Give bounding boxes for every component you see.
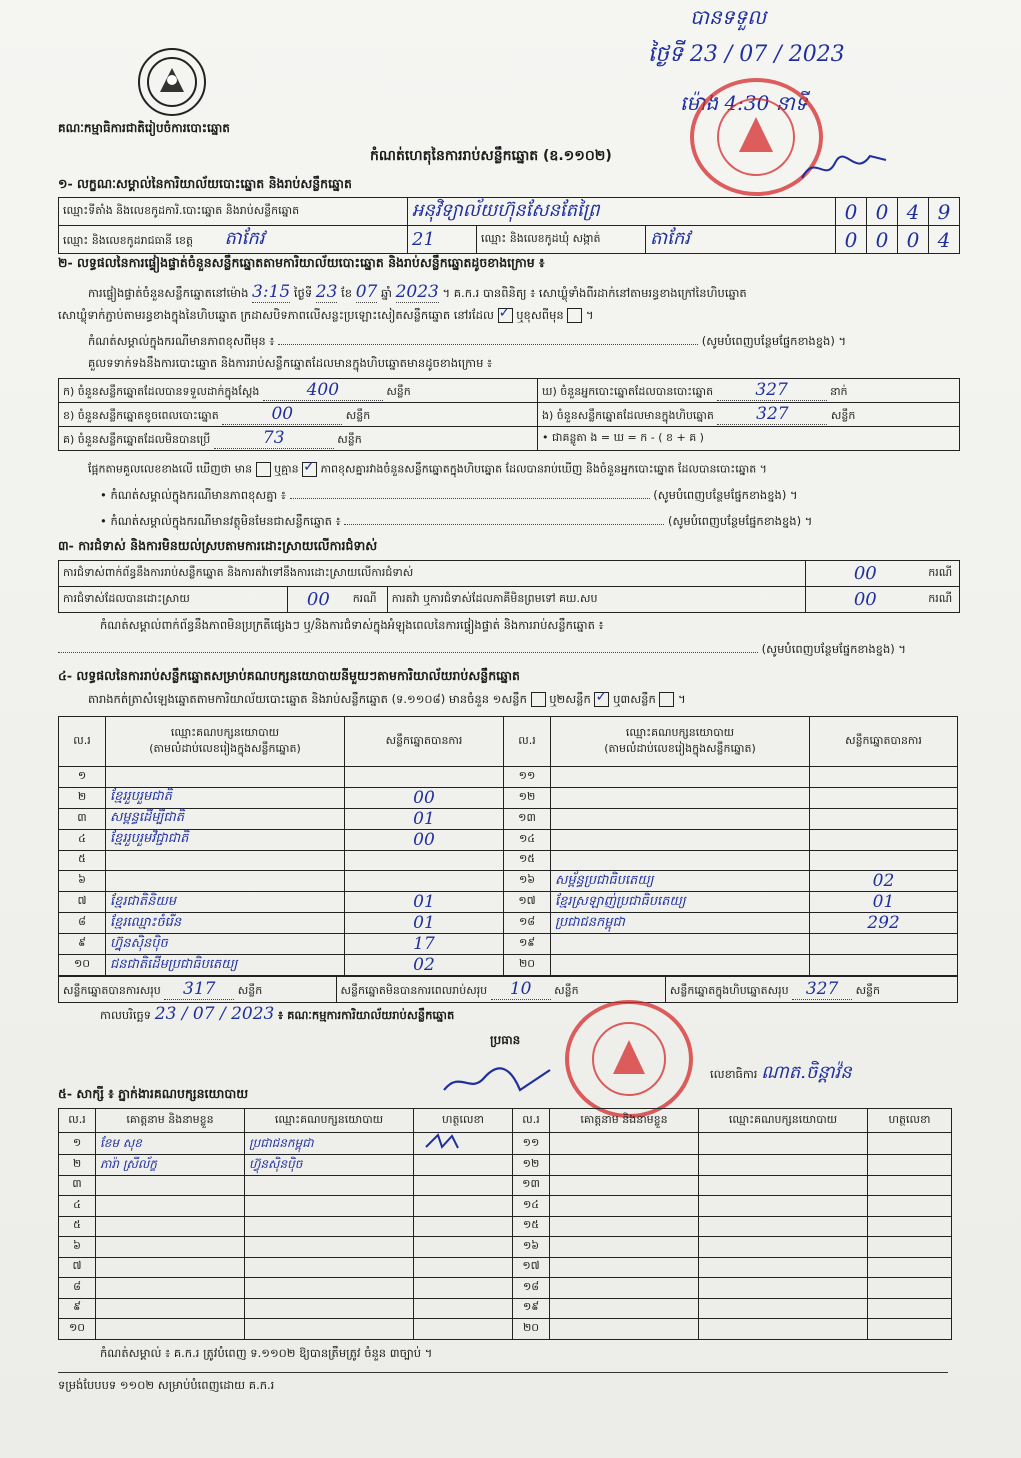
witness-party bbox=[245, 1237, 414, 1258]
diff-checkbox[interactable] bbox=[567, 308, 582, 323]
result-party bbox=[106, 871, 345, 892]
irregularity-field bbox=[58, 642, 906, 659]
witness-party bbox=[699, 1257, 868, 1278]
witness-no: ៨ bbox=[59, 1278, 96, 1299]
witness-no: ៧ bbox=[59, 1257, 96, 1278]
witness-signature bbox=[414, 1216, 513, 1237]
witness-party bbox=[245, 1319, 414, 1340]
closing-line bbox=[100, 1004, 454, 1025]
witness-name bbox=[96, 1298, 245, 1319]
irregularity-note: កំណត់សម្គាល់ពាក់ព័ន្ធនឹងភាពមិនប្រក្រតីផ្សេងៗ ឬ/និងការជំទាស់ក្នុងអំឡុងពេលនៃការផ្ទៀងផ្ទាត់ និងការរាប់សន្លឹកឆ្នោត ៖ bbox=[100, 618, 604, 632]
received-note: បានទទួល bbox=[690, 5, 767, 29]
count-formula: • ជាគន្លូតា ង = ឃ = ក - ( ខ + គ ) bbox=[538, 427, 960, 451]
witness-signature-mark bbox=[418, 1133, 498, 1151]
bullet1-label: • កំណត់សម្គាល់ក្នុងករណីមានភាពខុសគ្នា ៖ bbox=[100, 488, 286, 502]
result-votes bbox=[345, 767, 504, 788]
witness-name bbox=[96, 1257, 245, 1278]
commune-value: តាកែវ bbox=[646, 226, 836, 254]
form-title: កំណត់ហេតុនៃការរាប់សន្លឹកឆ្នោត (ឧ.១១០២) bbox=[370, 148, 612, 164]
result-no: ១៩ bbox=[504, 934, 551, 955]
witness-signature bbox=[414, 1257, 513, 1278]
site-code-3: 4 bbox=[898, 198, 929, 226]
witness-name bbox=[550, 1133, 699, 1155]
result-party bbox=[551, 767, 810, 788]
witness-no: ១៣ bbox=[513, 1175, 550, 1196]
sheet-count-line: តារាងកត់ត្រាសំឡេងឆ្នោតតាមការិយាល័យបោះឆ្នោត និងរាប់សន្លឹកឆ្នោត (ទ.១១០៨) មានចំនួន ១សន្លឹក ឬ២សន្លឹក ✓ ឬ៣សន្លឹក ។ bbox=[88, 692, 686, 709]
result-votes bbox=[810, 829, 958, 850]
objection-label: ការជំទាស់ពាក់ព័ន្ធនឹងការរាប់សន្លឹកឆ្នោត និងការតវ៉ាទៅនឹងការដោះស្រាយលើការជំទាស់ bbox=[59, 561, 806, 587]
witness-signature bbox=[868, 1298, 952, 1319]
result-no: ១៥ bbox=[504, 850, 551, 871]
witness-party bbox=[245, 1278, 414, 1299]
appeal-label: ការតវ៉ា ឬការជំទាស់ដែលភាគីមិនព្រមទៅ គឃ.សប bbox=[387, 587, 806, 613]
witness-no: ១០ bbox=[59, 1319, 96, 1340]
chair-label: ប្រធាន bbox=[490, 1033, 521, 1047]
site-code-1: 0 bbox=[836, 198, 867, 226]
section3-title: ៣- ការជំទាស់ និងការមិនយល់ស្របតាមការដោះស្រាយលើការជំទាស់ bbox=[58, 538, 378, 553]
bullet1-field[interactable] bbox=[290, 498, 650, 499]
witness-party bbox=[699, 1278, 868, 1299]
appeal-value: 00 bbox=[806, 587, 925, 613]
witness-party bbox=[699, 1133, 868, 1155]
w-col-party-right: ឈ្មោះគណបក្សនយោបាយ bbox=[699, 1109, 868, 1133]
commune-code-2: 0 bbox=[867, 226, 898, 254]
result-votes bbox=[345, 850, 504, 871]
closing-committee: ៖ គណៈកម្មការការិយាល័យរាប់សន្លឹកឆ្នោត bbox=[278, 1008, 455, 1022]
lock-text: សោឃ្លុំទាក់ភ្ជាប់តាមរន្ធខាងក្នុងនៃហិបឆ្នោត ក្រដាសបិទភាពលើសន្លះប្រឡោះសៀតសន្លឹកឆ្នោត នៅរដែល bbox=[58, 308, 494, 322]
witness-party bbox=[699, 1175, 868, 1196]
verify-time: 3:15 bbox=[252, 282, 291, 302]
result-votes bbox=[810, 808, 958, 829]
discrepancy-line bbox=[88, 462, 767, 479]
witness-signature bbox=[868, 1319, 952, 1340]
col-party-right: ឈ្មោះគណបក្សនយោបាយ (តាមលំដាប់លេខរៀងក្នុងសន្លឹកឆ្នោត) bbox=[551, 717, 810, 767]
result-votes: 292 bbox=[810, 913, 958, 934]
witness-name: ខែម សុខ bbox=[96, 1133, 245, 1155]
witness-party bbox=[245, 1216, 414, 1237]
result-no: ៦ bbox=[59, 871, 106, 892]
witness-party bbox=[699, 1237, 868, 1258]
witness-row bbox=[59, 1298, 952, 1319]
witness-signature bbox=[414, 1175, 513, 1196]
witness-name bbox=[96, 1196, 245, 1217]
witness-party bbox=[699, 1298, 868, 1319]
witness-party bbox=[699, 1216, 868, 1237]
result-votes: 00 bbox=[345, 787, 504, 808]
site-code-4: 9 bbox=[929, 198, 960, 226]
result-party: ហ្វ៊ុនស៊ិនប៉ិច bbox=[106, 934, 345, 955]
witness-no: ១៨ bbox=[513, 1278, 550, 1299]
year-label: ឆ្នាំ bbox=[380, 286, 392, 300]
bullet2-label: • កំណត់សម្គាល់ក្នុងករណីមានវត្ថុមិនមែនជាសន្លឹកឆ្នោត ៖ bbox=[100, 514, 341, 528]
witness-name bbox=[550, 1278, 699, 1299]
results-row bbox=[59, 787, 958, 808]
results-table bbox=[58, 716, 958, 976]
bullet2-fill: (សូមបំពេញបន្ថែមផ្នែកខាងខ្នង) ។ bbox=[667, 514, 813, 528]
result-party: ជនជាតិដើមប្រជាធិបតេយ្យ bbox=[106, 955, 345, 976]
witness-signature bbox=[414, 1155, 513, 1176]
result-party: ខ្មែរឈ្មោះចំរើន bbox=[106, 913, 345, 934]
col-no-right: ល.រ bbox=[504, 717, 551, 767]
two-sheet-label: ឬ២សន្លឹក bbox=[549, 692, 591, 706]
province-value: តាកែវ bbox=[224, 228, 265, 249]
witness-row bbox=[59, 1278, 952, 1299]
results-row bbox=[59, 767, 958, 788]
verify-year: 2023 bbox=[395, 282, 439, 302]
province-cell bbox=[59, 226, 408, 254]
col-no-left: ល.រ bbox=[59, 717, 106, 767]
result-votes: 01 bbox=[345, 808, 504, 829]
results-row bbox=[59, 850, 958, 871]
objection-value: 00 bbox=[806, 561, 925, 587]
three-sheet-checkbox[interactable] bbox=[659, 692, 674, 707]
result-party: សម្ព័ន្ធប្រជាធិបតេយ្យ bbox=[551, 871, 810, 892]
w-col-sign-left: ហត្ថលេខា bbox=[414, 1109, 513, 1133]
witness-name bbox=[550, 1319, 699, 1340]
witness-name bbox=[550, 1216, 699, 1237]
witness-row bbox=[59, 1237, 952, 1258]
one-sheet-checkbox[interactable] bbox=[531, 692, 546, 707]
witness-signature bbox=[414, 1237, 513, 1258]
site-label: ឈ្មោះទីតាំង និងលេខកូដការិ.បោះឆ្នោត និងរាប់សន្លឹកឆ្នោត bbox=[59, 198, 408, 226]
witness-no: ១៥ bbox=[513, 1216, 550, 1237]
witness-no: ៩ bbox=[59, 1298, 96, 1319]
result-votes: 01 bbox=[345, 892, 504, 913]
no-diff-checkbox[interactable] bbox=[302, 462, 317, 477]
col-votes-right: សន្លឹកឆ្នោតបានការ bbox=[810, 717, 958, 767]
bullet1-fill: (សូមបំពេញបន្ថែមផ្នែកខាងខ្នង) ។ bbox=[653, 488, 798, 502]
result-party bbox=[551, 829, 810, 850]
witness-name bbox=[550, 1196, 699, 1217]
verify-rest: ។ គ.ក.រ បានពិនិត្យ ៖ សោឃ្លុំទាំងពីរដាក់នៅតាមរន្ធខាងក្រៅនៃហិបឆ្នោត bbox=[442, 286, 747, 300]
w-col-name-right: គោត្តនាម និងនាមខ្លួន bbox=[550, 1109, 699, 1133]
result-votes bbox=[810, 787, 958, 808]
witness-party: ប្រជាជនកម្ពុជា bbox=[245, 1133, 414, 1155]
sheet-count-label: តារាងកត់ត្រាសំឡេងឆ្នោតតាមការិយាល័យបោះឆ្នោត និងរាប់សន្លឹកឆ្នោត (ទ.១១០៨) មានចំនួន ១សន្លឹក bbox=[88, 692, 527, 706]
province-label: ឈ្មោះ និងលេខកូដរាជធានី ខេត្ត bbox=[63, 234, 193, 247]
witness-table bbox=[58, 1108, 952, 1340]
result-votes: 02 bbox=[345, 955, 504, 976]
witness-signature bbox=[414, 1319, 513, 1340]
witness-party bbox=[245, 1298, 414, 1319]
result-party: ខ្មែរស្រឡាញ់ប្រជាធិបតេយ្យ bbox=[551, 892, 810, 913]
section1-title: ១- លក្ខណៈសម្គាល់នៃការិយាល័យបោះឆ្នោត និងរាប់សន្លឹកឆ្នោត bbox=[58, 176, 352, 191]
counts-table bbox=[58, 378, 960, 451]
bullet-note-2 bbox=[100, 514, 812, 531]
witness-row bbox=[59, 1155, 952, 1176]
witness-no: ១៦ bbox=[513, 1237, 550, 1258]
result-votes bbox=[810, 934, 958, 955]
witness-no: ២ bbox=[59, 1155, 96, 1176]
closing-date: 23 / 07 / 2023 bbox=[154, 1004, 275, 1024]
disc-rest: ភាពខុសគ្នារវាងចំនួនសន្លឹកឆ្នោតក្នុងហិបឆ្នោត ដែលបានរាប់ឃើញ និងចំនួនអ្នកបោះឆ្នោត ដែលបានបោះឆ្នោត ។ bbox=[320, 462, 767, 476]
witness-signature bbox=[868, 1237, 952, 1258]
verify-month: 07 bbox=[355, 282, 378, 302]
col-party-left: ឈ្មោះគណបក្សនយោបាយ (តាមលំដាប់លេខរៀងក្នុងសន្លឹកឆ្នោត) bbox=[106, 717, 345, 767]
witness-signature bbox=[868, 1196, 952, 1217]
commune-code-4: 4 bbox=[929, 226, 960, 254]
witness-row bbox=[59, 1319, 952, 1340]
witness-party: ហ៊្វុនស៊ិនប៉ិច bbox=[245, 1155, 414, 1176]
witness-name bbox=[550, 1175, 699, 1196]
resolved-value: 00 bbox=[288, 587, 349, 613]
result-party bbox=[551, 850, 810, 871]
result-no: ១០ bbox=[59, 955, 106, 976]
result-no: ១៧ bbox=[504, 892, 551, 913]
result-party bbox=[106, 850, 345, 871]
w-col-party-left: ឈ្មោះគណបក្សនយោបាយ bbox=[245, 1109, 414, 1133]
w-col-no-right: ល.រ bbox=[513, 1109, 550, 1133]
witness-name bbox=[550, 1155, 699, 1176]
witness-signature bbox=[414, 1278, 513, 1299]
bullet2-field[interactable] bbox=[344, 524, 664, 525]
result-party bbox=[106, 767, 345, 788]
official-stamp-bottom bbox=[565, 1000, 693, 1118]
diff-label: ឬខុសពីមុន bbox=[516, 308, 564, 322]
month-label: ខែ bbox=[341, 286, 353, 300]
witness-name bbox=[96, 1216, 245, 1237]
total-valid: សន្លឹកឆ្នោតបានការសរុប 317 សន្លឹក bbox=[59, 977, 337, 1003]
witness-name bbox=[96, 1319, 245, 1340]
result-no: ១៨ bbox=[504, 913, 551, 934]
result-no: ៧ bbox=[59, 892, 106, 913]
lock-line: សោឃ្លុំទាក់ភ្ជាប់តាមរន្ធខាងក្នុងនៃហិបឆ្នោត ក្រដាសបិទភាពលើសន្លះប្រឡោះសៀតសន្លឹកឆ្នោត នៅរដែល ✓ ឬខុសពីមុន ។ bbox=[58, 308, 594, 325]
secretary-name: ណាត.ចិន្តាវ៉ន bbox=[761, 1062, 852, 1083]
total-box: សន្លឹកឆ្នោតក្នុងហិបឆ្នោតសរុប 327 សន្លឹក bbox=[665, 977, 957, 1003]
result-party: ខ្មែរជាតិនិយម bbox=[106, 892, 345, 913]
footer-rule bbox=[58, 1372, 948, 1373]
witness-no: ៤ bbox=[59, 1196, 96, 1217]
witness-name bbox=[96, 1237, 245, 1258]
emblem-icon bbox=[140, 50, 204, 114]
witness-no: ៥ bbox=[59, 1216, 96, 1237]
top-signature bbox=[800, 148, 890, 188]
secretary-line bbox=[710, 1060, 852, 1087]
witness-no: ៦ bbox=[59, 1237, 96, 1258]
w-col-name-left: គោត្តនាម និងនាមខ្លួន bbox=[96, 1109, 245, 1133]
section5-title: ៥- សាក្សី ៖ ភ្នាក់ងារគណបក្សនយោបាយ bbox=[58, 1086, 249, 1101]
commune-code-1: 0 bbox=[836, 226, 867, 254]
witness-no: ១២ bbox=[513, 1155, 550, 1176]
witness-name bbox=[96, 1175, 245, 1196]
w-col-sign-right: ហត្ថលេខា bbox=[868, 1109, 952, 1133]
witness-no: ១៩ bbox=[513, 1298, 550, 1319]
results-row bbox=[59, 913, 958, 934]
total-invalid: សន្លឹកឆ្នោតមិនបានការពេលរាប់សរុប 10 សន្លឹក bbox=[336, 977, 665, 1003]
result-votes bbox=[810, 850, 958, 871]
witness-name bbox=[550, 1237, 699, 1258]
result-no: ១៤ bbox=[504, 829, 551, 850]
day-label: ថ្ងៃទី bbox=[293, 286, 313, 300]
witness-party bbox=[699, 1155, 868, 1176]
result-votes: 01 bbox=[345, 913, 504, 934]
received-time: ម៉ោង 4:30 នាទី bbox=[680, 91, 808, 115]
witness-signature bbox=[868, 1278, 952, 1299]
diff-note-field[interactable] bbox=[278, 344, 698, 345]
appeal-unit: ករណី bbox=[924, 587, 959, 613]
three-sheet-label: ឬ៣សន្លឹក bbox=[613, 692, 656, 706]
witness-row bbox=[59, 1196, 952, 1217]
count-b: ខ) ចំនួនសន្លឹកឆ្នោតខូចពេលបោះឆ្នោត 00 សន្លឹក bbox=[59, 403, 538, 427]
result-votes bbox=[810, 767, 958, 788]
witness-no: ២០ bbox=[513, 1319, 550, 1340]
witness-signature bbox=[868, 1257, 952, 1278]
verify-day: 23 bbox=[315, 282, 338, 302]
irregularity-fill: (សូមបំពេញបន្ថែមផ្នែកខាងខ្នង) ។ bbox=[761, 642, 906, 656]
count-a: ក) ចំនួនសន្លឹកឆ្នោតដែលបានទទួលដាក់ក្នុងស្តែង 400 សន្លឹក bbox=[59, 379, 538, 403]
counts-intro: គួលទទាក់ទងនឹងការបោះឆ្នោត និងការរាប់សន្លឹកឆ្នោតដែលមានក្នុងហិបឆ្នោតមានដូចខាងក្រោម ៖ bbox=[88, 356, 493, 370]
totals-table bbox=[58, 976, 958, 1003]
witness-no: ៣ bbox=[59, 1175, 96, 1196]
result-no: ៥ bbox=[59, 850, 106, 871]
result-no: ៤ bbox=[59, 829, 106, 850]
result-no: ១២ bbox=[504, 787, 551, 808]
count-d: ឃ) ចំនួនអ្នកបោះឆ្នោតដែលបានបោះឆ្នោត 327 នាក់ bbox=[538, 379, 960, 403]
result-party: ខ្មែររួបរួមជាតិ bbox=[106, 787, 345, 808]
committee-name: គណៈកម្មាធិការជាតិរៀបចំការបោះឆ្នោត bbox=[58, 121, 230, 135]
result-party bbox=[551, 787, 810, 808]
result-no: ២០ bbox=[504, 955, 551, 976]
result-votes: 02 bbox=[810, 871, 958, 892]
footer-text: ទម្រង់បែបបទ ១១០២ សម្រាប់បំពេញដោយ គ.ក.រ bbox=[58, 1378, 275, 1392]
results-row bbox=[59, 808, 958, 829]
results-row bbox=[59, 892, 958, 913]
count-c: គ) ចំនួនសន្លឹកឆ្នោតដែលមិនបានប្រើ 73 សន្លឹក bbox=[59, 427, 538, 451]
result-votes bbox=[810, 955, 958, 976]
same-checkbox[interactable] bbox=[498, 308, 513, 323]
commune-label: ឈ្មោះ និងលេខកូដឃុំ សង្កាត់ bbox=[477, 226, 646, 254]
result-no: ១១ bbox=[504, 767, 551, 788]
result-party bbox=[551, 955, 810, 976]
result-no: ១ bbox=[59, 767, 106, 788]
result-no: ៨ bbox=[59, 913, 106, 934]
results-row bbox=[59, 955, 958, 976]
diff-note-fill: (សូមបំពេញបន្ថែមផ្នែកខាងខ្នង) ។ bbox=[701, 334, 847, 348]
result-no: ៣ bbox=[59, 808, 106, 829]
witness-note: កំណត់សម្គាល់ ៖ គ.ក.រ ត្រូវបំពេញ ទ.១១០២ ឱ្យបានត្រឹមត្រូវ ចំនួន ៣ច្បាប់ ។ bbox=[100, 1346, 433, 1360]
site-code-2: 0 bbox=[867, 198, 898, 226]
witness-signature bbox=[414, 1298, 513, 1319]
col-votes-left: សន្លឹកឆ្នោតបានការ bbox=[345, 717, 504, 767]
result-party bbox=[551, 808, 810, 829]
diff-note-line bbox=[88, 334, 846, 351]
witness-name: ភារ៉ា ស្រីល័ក្ខ bbox=[96, 1155, 245, 1176]
received-date: ថ្ងៃទី 23 / 07 / 2023 bbox=[648, 42, 845, 67]
result-no: ១៦ bbox=[504, 871, 551, 892]
diff-note-label: កំណត់សម្គាល់ក្នុងករណីមានភាពខុសពីមុន ៖ bbox=[88, 334, 275, 348]
objection-unit: ករណី bbox=[924, 561, 959, 587]
witness-name bbox=[550, 1298, 699, 1319]
commune-code-3: 0 bbox=[898, 226, 929, 254]
witness-row bbox=[59, 1133, 952, 1155]
resolved-label: ការជំទាស់ដែលបានដោះស្រាយ bbox=[59, 587, 288, 613]
result-votes: 00 bbox=[345, 829, 504, 850]
has-diff-checkbox[interactable] bbox=[256, 462, 271, 477]
witness-party bbox=[245, 1175, 414, 1196]
w-col-no-left: ល.រ bbox=[59, 1109, 96, 1133]
result-no: ៩ bbox=[59, 934, 106, 955]
section1-table bbox=[58, 197, 960, 254]
witness-signature bbox=[414, 1196, 513, 1217]
no-diff-label: ឬគ្មាន bbox=[274, 462, 299, 476]
site-value: អនុវិទ្យាល័យហ៊ុនសែនតែព្រៃ bbox=[408, 198, 836, 226]
result-no: ១៣ bbox=[504, 808, 551, 829]
resolved-unit: ករណី bbox=[349, 587, 388, 613]
stamp-bottom-emblem-icon bbox=[569, 1004, 689, 1114]
witness-signature bbox=[868, 1133, 952, 1155]
province-code: 21 bbox=[408, 226, 477, 254]
secretary-label: លេខាធិការ bbox=[710, 1067, 758, 1081]
witness-party bbox=[245, 1196, 414, 1217]
irregularity-line[interactable] bbox=[58, 652, 758, 653]
witness-row bbox=[59, 1175, 952, 1196]
verify-line bbox=[88, 282, 747, 303]
result-no: ២ bbox=[59, 787, 106, 808]
witness-no: ១១ bbox=[513, 1133, 550, 1155]
witness-party bbox=[699, 1196, 868, 1217]
result-votes: 01 bbox=[810, 892, 958, 913]
witness-row bbox=[59, 1257, 952, 1278]
witness-party bbox=[245, 1257, 414, 1278]
section2-title: ២- លទ្ធផលនៃការផ្ទៀងផ្ទាត់ចំនួនសន្លឹកឆ្នោតតាមការិយាល័យបោះឆ្នោត និងរាប់សន្លឹកឆ្នោតដូចខាងក្រោម ៖ bbox=[58, 255, 545, 270]
results-row bbox=[59, 871, 958, 892]
disc-label: ផ្អែកតាមគួលលេខខាងលើ ឃើញថា មាន bbox=[88, 462, 253, 476]
result-votes bbox=[345, 871, 504, 892]
result-party: ខ្មែររួបរួមវិជ្ជាជាតិ bbox=[106, 829, 345, 850]
witness-signature bbox=[414, 1133, 513, 1155]
results-row bbox=[59, 829, 958, 850]
witness-no: ១៤ bbox=[513, 1196, 550, 1217]
result-party bbox=[551, 934, 810, 955]
result-party: ប្រជាជនកម្ពុជា bbox=[551, 913, 810, 934]
verify-intro: ការផ្ទៀងផ្ទាត់ចំនួនសន្លឹកឆ្នោតនៅម៉ោង bbox=[88, 286, 249, 300]
witness-row bbox=[59, 1216, 952, 1237]
section4-title: ៤- លទ្ធផលនៃការរាប់សន្លឹកឆ្នោតសម្រាប់គណបក្សនយោបាយនីមួយៗតាមការិយាល័យរាប់សន្លឹកឆ្នោត bbox=[58, 668, 520, 683]
witness-party bbox=[699, 1319, 868, 1340]
two-sheet-checkbox[interactable] bbox=[594, 692, 609, 707]
witness-no: ១ bbox=[59, 1133, 96, 1155]
witness-signature bbox=[868, 1175, 952, 1196]
count-e: ង) ចំនួនសន្លឹកឆ្នោតដែលមានក្នុងហិបឆ្នោត 327 សន្លឹក bbox=[538, 403, 960, 427]
section3-table bbox=[58, 560, 960, 613]
result-party: សម្ពន្ធដើម្បីជាតិ bbox=[106, 808, 345, 829]
results-row bbox=[59, 934, 958, 955]
bullet-note-1 bbox=[100, 488, 798, 505]
witness-signature bbox=[868, 1216, 952, 1237]
chair-signature bbox=[440, 1060, 560, 1100]
result-votes: 17 bbox=[345, 934, 504, 955]
witness-no: ១៧ bbox=[513, 1257, 550, 1278]
witness-signature bbox=[868, 1155, 952, 1176]
closing-label: កាលបរិច្ឆេទ bbox=[100, 1008, 152, 1022]
witness-name bbox=[550, 1257, 699, 1278]
witness-name bbox=[96, 1278, 245, 1299]
emblem-logo bbox=[138, 48, 206, 116]
